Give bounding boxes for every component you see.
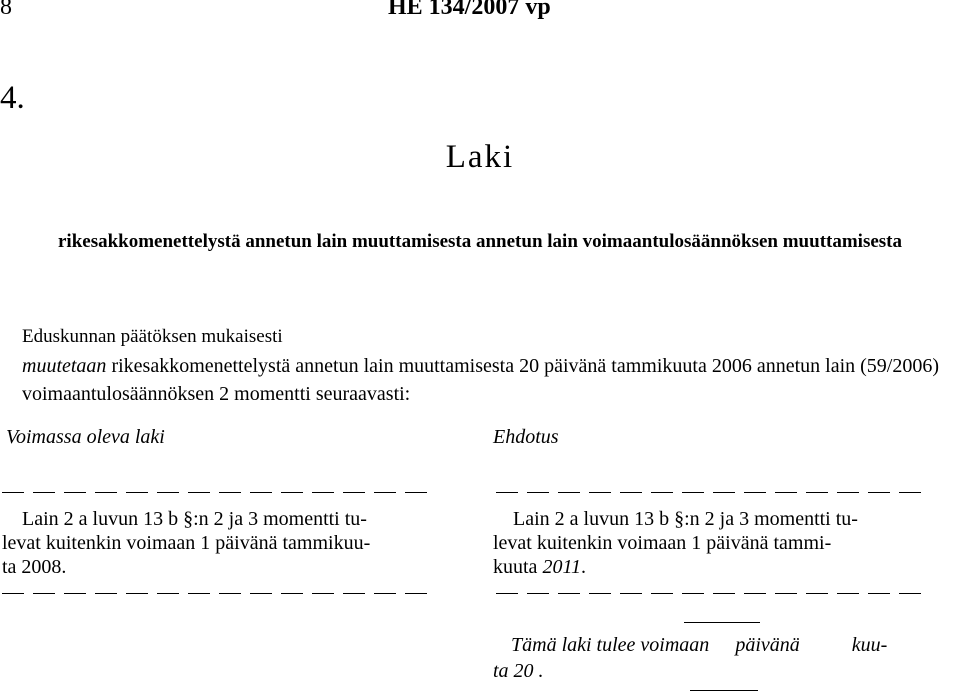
document-id: HE 134/2007 vp — [388, 0, 551, 20]
body-paragraph — [22, 352, 940, 408]
page-number: 8 — [0, 0, 12, 20]
right-line-3-year: 2011 — [542, 556, 581, 578]
separator-line-top — [684, 622, 760, 623]
right-line-3-prefix: kuuta — [493, 556, 543, 578]
left-line-2: levat kuitenkin voimaan 1 päivänä tammikuu- — [2, 532, 371, 554]
left-paragraph — [2, 507, 370, 579]
right-line-3 — [493, 555, 858, 579]
law-title: Laki — [445, 139, 515, 175]
intro-text: Eduskunnan päätöksen mukaisesti — [22, 326, 283, 347]
final-paragraph — [493, 632, 888, 684]
final-line-2: ta 20 . — [493, 660, 544, 682]
body-text: rikesakkomenettelystä annetun lain muuttamisesta 20 päivänä tammikuuta 2006 annetun lain (59/2006) voimaantulosäännöksen 2 momentti seuraavasti: — [22, 355, 940, 405]
right-line-3-suffix: . — [580, 556, 586, 578]
section-number: 4. — [0, 80, 25, 116]
omission-dashes-right-top — [496, 492, 921, 493]
law-subtitle: rikesakkomenettelystä annetun lain muuttamisesta annetun lain voimaantulosäännöksen muuttamisesta — [57, 231, 902, 252]
right-paragraph — [493, 507, 858, 579]
omission-dashes-left-bottom — [2, 593, 427, 594]
column-heading-current-law: Voimassa oleva laki — [6, 426, 165, 448]
right-line-1: Lain 2 a luvun 13 b §:n 2 ja 3 momentti tu- — [513, 508, 858, 530]
final-line-1-c: kuu- — [851, 634, 888, 656]
omission-dashes-right-bottom — [496, 593, 921, 594]
left-line-1: Lain 2 a luvun 13 b §:n 2 ja 3 momentti tu- — [22, 508, 367, 530]
right-line-2: levat kuitenkin voimaan 1 päivänä tammi- — [493, 532, 832, 554]
omission-dashes-left-top — [2, 492, 427, 493]
final-line-1-a: Tämä laki tulee voimaan — [511, 634, 710, 656]
separator-line-bottom — [690, 690, 758, 691]
left-line-3: ta 2008. — [2, 556, 67, 578]
body-lead-italic: muutetaan — [22, 355, 107, 377]
column-heading-proposal: Ehdotus — [493, 426, 559, 448]
final-line-1 — [511, 632, 887, 658]
final-line-1-b: päivänä — [735, 634, 800, 656]
